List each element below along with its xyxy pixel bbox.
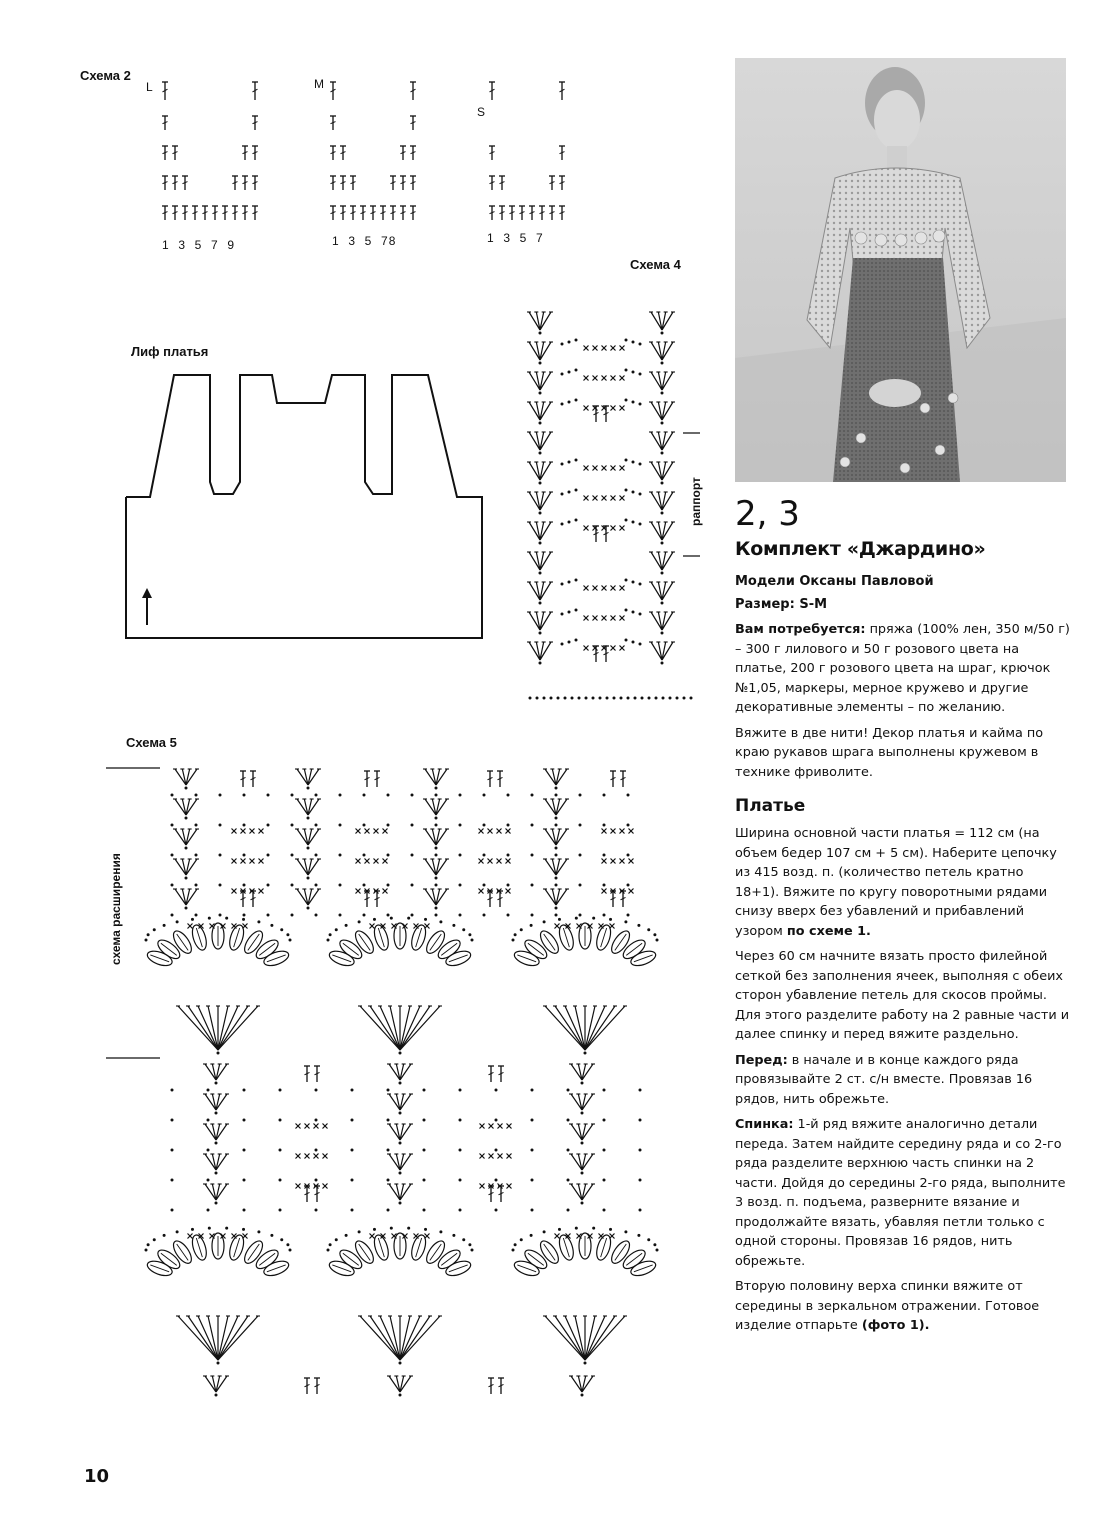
model-figure [735, 58, 1066, 482]
materials-label: Вам потребуется: [735, 622, 866, 637]
back-paragraph [735, 1115, 1070, 1271]
scheme2-title: Схема 2 [80, 68, 131, 83]
size-label-m: M [314, 77, 324, 91]
page-number: 10 [84, 1466, 110, 1487]
article-title: Комплект «Джардино» [735, 538, 986, 560]
p1-bold: по схеме 1. [786, 923, 871, 939]
back-text: 1-й ряд вяжите аналогично детали переда. Затем найдите середину ряда и со 2-го ряда разделите верхнюю часть спинки на 2 части. Дойдя до середины 2-го ряда, выполните 3 возд. п. подъема, разверните вязание и продолжайте вязать, убавляя петли только с одной стороны. Провязав 16 рядов, нить обрежьте. [735, 1117, 1066, 1269]
last-paragraph [735, 1277, 1070, 1336]
row-numbers-l: 1 3 5 7 9 [162, 238, 236, 252]
article-column [735, 494, 1070, 1342]
materials-text: пряжа (100% лен, 350 м/50 г) – 300 г лилового и 50 г розового цвета на платье, 200 г розового цвета на шраг, крючок №1,05, маркеры, мерное кружево и другие декоративные элементы – по желанию. [735, 622, 1070, 715]
p1-text: Ширина основной части платья = 112 см (на объем бедер 107 см + 5 см). Наберите цепочку из 415 возд. п. (количество петель кратно 18+1). Вяжите по кругу поворотными рядами снизу вверх без убавлений и прибавлений узором [735, 826, 1057, 939]
expansion-label: схема расширения [109, 853, 123, 965]
article-number: 2, 3 [735, 494, 800, 534]
article-author: Модели Оксаны Павловой [735, 574, 934, 589]
row-numbers-m: 1 3 5 78 [332, 234, 397, 248]
back-label: Спинка: [735, 1117, 794, 1132]
row-numbers-s: 1 3 5 7 [487, 231, 544, 245]
front-text: в начале и в конце каждого ряда провязывайте 2 ст. с/н вместе. Провязав 16 рядов, нить обрежьте. [735, 1052, 1033, 1107]
front-paragraph [735, 1051, 1070, 1110]
last-bold: (фото 1). [861, 1318, 930, 1333]
bodice-title: Лиф платья [131, 344, 209, 359]
dress-paragraph-1 [735, 824, 1070, 941]
scheme5-title: Схема 5 [126, 735, 177, 750]
repeat-label: раппорт [689, 477, 703, 526]
size-label-s: S [477, 105, 486, 119]
article-size: Размер: S-M [735, 597, 828, 612]
size-label-l: L [146, 80, 153, 94]
dress-paragraph-2: Через 60 см начните вязать просто филейной сеткой без заполнения ячеек, выполняя с обеих сторон убавление петель для скосов проймы. Для этого разделите работу на 2 равные части и далее спинку и перед вяжите раздельно. [735, 949, 1070, 1042]
materials-paragraph [735, 620, 1070, 718]
last-text: Вторую половину верха спинки вяжите от середины в зеркальном отражении. Готовое изделие отпарьте [735, 1279, 1040, 1333]
section-title-dress: Платье [735, 796, 806, 816]
note-paragraph: Вяжите в две нити! Декор платья и кайма по краю рукавов шрага выполнены кружевом в технике фриволите. [735, 725, 1044, 780]
model-photo [735, 58, 1066, 482]
front-label: Перед: [735, 1052, 788, 1068]
scheme4-title: Схема 4 [630, 257, 681, 272]
